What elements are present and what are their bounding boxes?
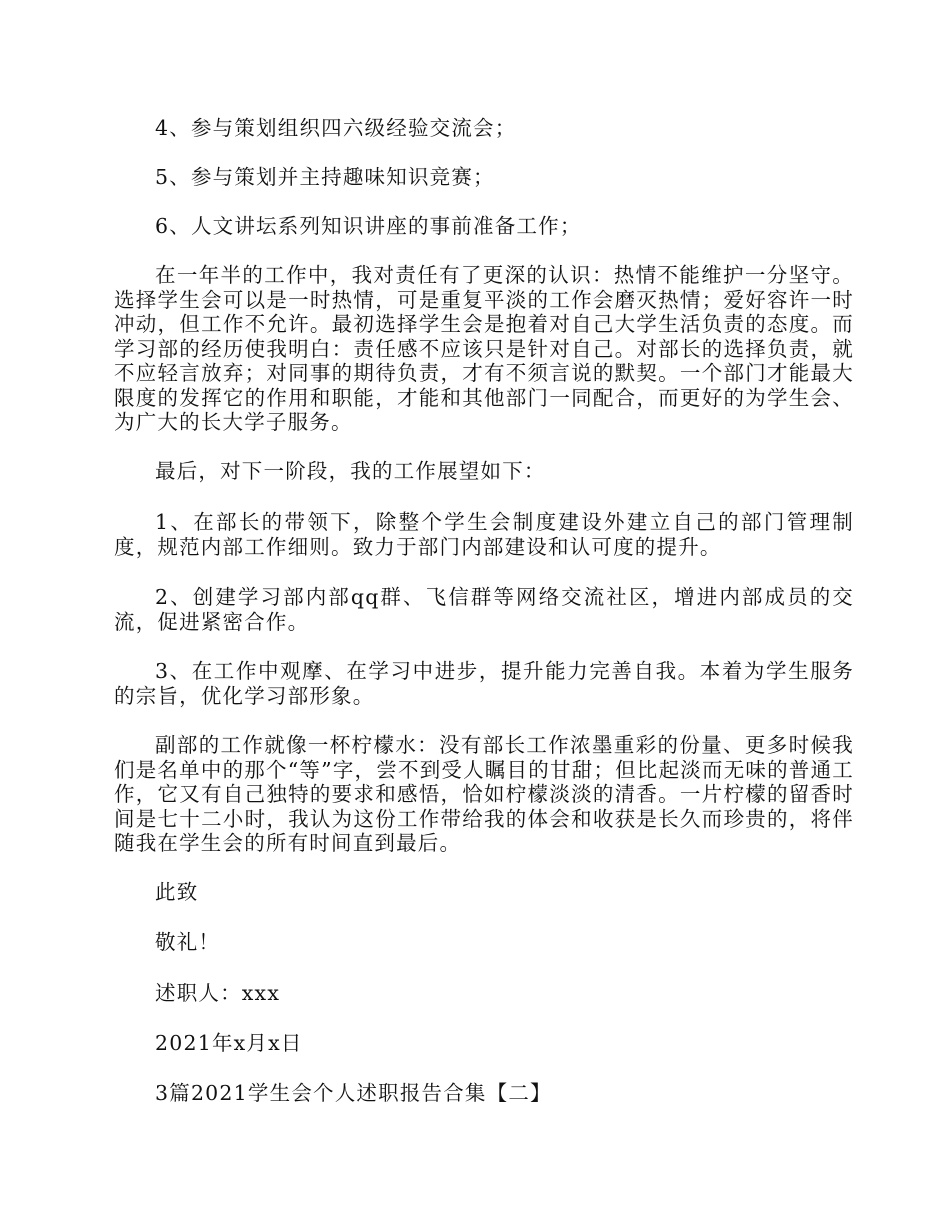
- outlook-item-2: 2、创建学习部内部qq群、飞信群等网络交流社区，增进内部成员的交流，促进紧密合作。: [114, 585, 854, 634]
- list-item-4: 4、参与策划组织四六级经验交流会；: [155, 116, 517, 140]
- date-line: 2021年x月x日: [155, 1031, 303, 1055]
- signature-line: 述职人：xxx: [155, 981, 281, 1005]
- outlook-item-1: 1、在部长的带领下，除整个学生会制度建设外建立自己的部门管理制度，规范内部工作细则。致力于部门内部建设和认可度的提升。: [114, 510, 854, 559]
- closing-regards: 敬礼！: [155, 930, 221, 954]
- outlook-item-3: 3、在工作中观摩、在学习中进步，提升能力完善自我。本着为学生服务的宗旨，优化学习部形象。: [114, 659, 854, 708]
- body-paragraph-lemonade: 副部的工作就像一杯柠檬水：没有部长工作浓墨重彩的份量、更多时候我们是名单中的那个“等”字，尝不到受人瞩目的甘甜；但比起淡而无味的普通工作，它又有自己独特的要求和感悟，恰如柠檬淡淡的清香。一片柠檬的留香时间是七十二小时，我认为这份工作带给我的体会和收获是长久而珍贵的，将伴随我在学生会的所有时间直到最后。: [114, 733, 854, 855]
- list-item-5: 5、参与策划并主持趣味知识竞赛；: [155, 165, 495, 189]
- closing-salutation: 此致: [155, 880, 199, 904]
- body-paragraph-outlook-intro: 最后，对下一阶段，我的工作展望如下：: [155, 459, 546, 483]
- section-heading: 3篇2021学生会个人述职报告合集【二】: [155, 1081, 552, 1105]
- list-item-6: 6、人文讲坛系列知识讲座的事前准备工作；: [155, 214, 582, 238]
- body-paragraph-responsibility: 在一年半的工作中，我对责任有了更深的认识：热情不能维护一分坚守。选择学生会可以是一时热情，可是重复平淡的工作会磨灭热情；爱好容许一时冲动，但工作不允许。最初选择学生会是抱着对自己大学生活负责的态度。而学习部的经历使我明白：责任感不应该只是针对自己。对部长的选择负责，就不应轻言放弃；对同事的期待负责，才有不须言说的默契。一个部门才能最大限度的发挥它的作用和职能，才能和其他部门一同配合，而更好的为学生会、为广大的长大学子服务。: [114, 263, 854, 434]
